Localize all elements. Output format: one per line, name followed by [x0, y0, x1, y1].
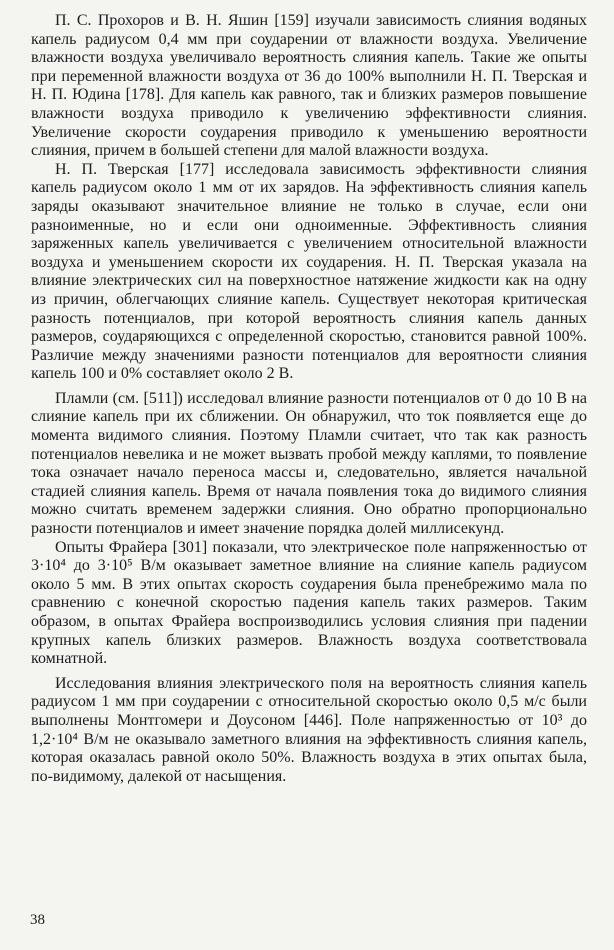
paragraph-fryer: Опыты Фрайера [301] показали, что электрическое поле напряженностью от 3·10⁴ до 3·10⁵ В/м оказывает заметное влияние на слияние капель радиусом около 5 мм. В этих опытах скорость соударения была пренебрежимо мала по сравнению с конечной скоростью падения капель таких размеров. Таким образом, в опытах Фрайера воспроизводились условия слияния при падении крупных капель близких размеров. Влажность воздуха соответствовала комнатной.: [31, 538, 587, 668]
body-text: [31, 12, 587, 786]
paragraph-humidity: П. С. Прохоров и В. Н. Яшин [159] изучали зависимость слияния водяных капель радиусом 0,4 мм при соударении от влажности воздуха. Увеличение влажности воздуха увеличивало вероятность слияния капель. Такие же опыты при переменной влажности воздуха от 36 до 100% выполнили Н. П. Тверская и Н. П. Юдина [178]. Для капель как равного, так и близких размеров повышение влажности воздуха приводило к увеличению эффективности слияния. Увеличение скорости соударения приводило к уменьшению вероятности слияния, причем в большей степени для малой влажности воздуха.: [31, 12, 587, 160]
paragraph-charges: Н. П. Тверская [177] исследовала зависимость эффективности слияния капель радиусом около 1 мм от их зарядов. На эффективность слияния капель заряды оказывают значительное влияние не только в случае, если они разноименные, но и если они одноименные. Эффективность слияния заряженных капель увеличивается с увеличением относительной влажности воздуха и уменьшением скорости их соударения. Н. П. Тверская указала на влияние электрических сил на поверхностное натяжение жидкости как на одну из причин, облегчающих слияние капель. Существует некоторая критическая разность потенциалов, при которой вероятность слияния капель данных размеров, соударяющихся с определенной скоростью, становится равной 100%. Различие между значениями разности потенциалов для вероятности слияния капель 100 и 0% составляет около 2 В.: [31, 160, 587, 383]
paragraph-montgomery: Исследования влияния электрического поля на вероятность слияния капель радиусом 1 мм при соударении с относительной скоростью около 0,5 м/с были выполнены Монтгомери и Доусоном [446]. Поле напряженностью от 10³ до 1,2·10⁴ В/м не оказывало заметного влияния на эффективность слияния капель, которая оказалась равной около 50%. Влажность воздуха в этих опытах была, по-видимому, далекой от насыщения.: [31, 674, 587, 785]
page-number: 38: [30, 912, 45, 928]
paragraph-plumlee: Пламли (см. [511]) исследовал влияние разности потенциалов от 0 до 10 В на слияние капель при их сближении. Он обнаружил, что ток появляется еще до момента видимого слияния. Поэтому Пламли считает, что так как разность потенциалов невелика и не может вызвать пробой между каплями, то появление тока означает начало переноса массы и, следовательно, является начальной стадией слияния капель. Время от начала появления тока до видимого слияния можно считать временем задержки слияния. Оно обратно пропорционально разности потенциалов и имеет значение порядка долей миллисекунд.: [31, 389, 587, 538]
